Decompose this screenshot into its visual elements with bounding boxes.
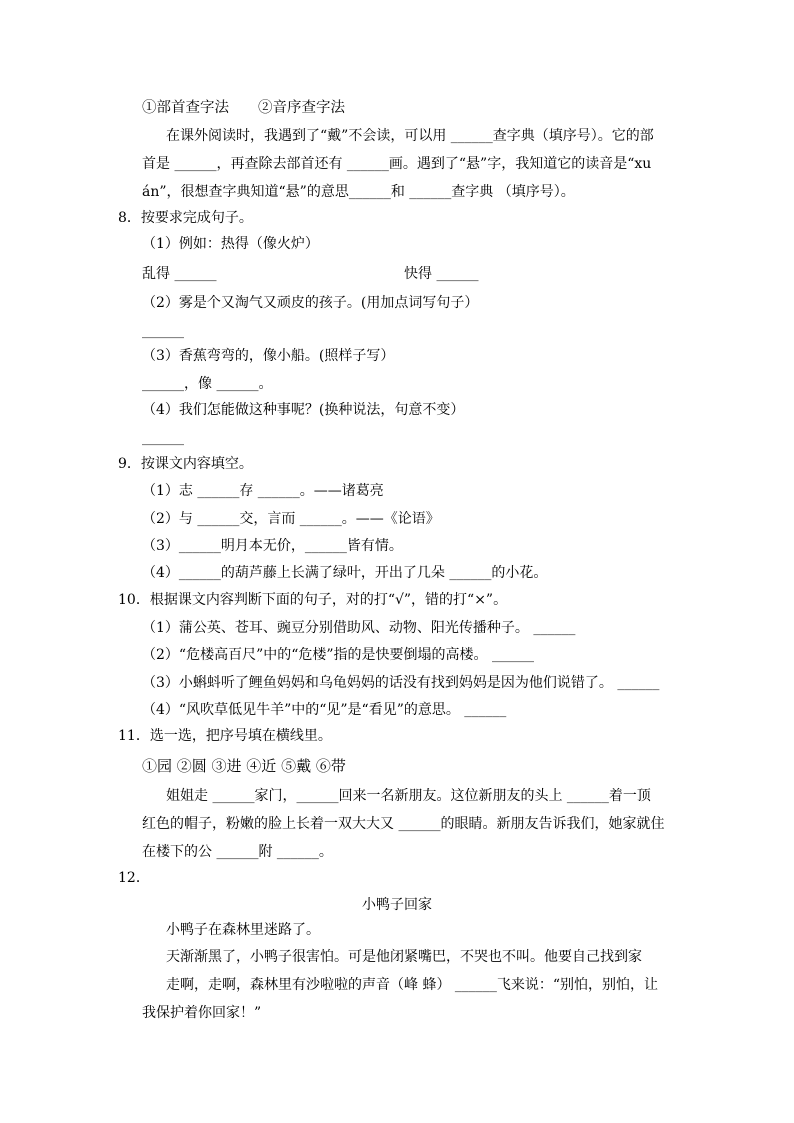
q11-passage-line-2: 红色的帽子，粉嫩的脸上长着一双大大又 ______的眼睛。新朋友告诉我们，她家就住 <box>142 816 665 832</box>
q9-heading: 9．按课文内容填空。 <box>118 456 253 472</box>
q8-sub1-blank-b: 快得 ______ <box>404 266 479 282</box>
q8-sub4-prompt: （4）我们怎能做这种事呢？(换种说法，句意不变） <box>142 402 465 418</box>
q9-sub2: （2）与 ______交，言而 ______。——《论语》 <box>142 511 440 527</box>
q10-sub1: （1）蒲公英、苍耳、豌豆分别借助风、动物、阳光传播种子。 ______ <box>142 620 576 636</box>
q7-paragraph-line-3: án”，很想查字典知道“悬”的意思______和 ______查字典 （填序号）。 <box>142 184 575 200</box>
q7-paragraph-line-2: 首是 ______，再查除去部首还有 ______画。遇到了“悬”字，我知道它的读音是“xu <box>142 156 652 172</box>
q10-heading: 10．根据课文内容判断下面的句子，对的打“√”，错的打“×”。 <box>118 592 508 608</box>
q11-passage-line-3: 在楼下的公 ______附 ______。 <box>142 844 333 860</box>
q8-sub4-answer: ______ <box>142 430 184 446</box>
story-line-2: 天渐渐黑了，小鸭子很害怕。可是他闭紧嘴巴，不哭也不叫。他要自己找到家 <box>166 949 642 965</box>
q12-number: 12． <box>118 870 150 886</box>
q9-sub3: （3）______明月本无价，______皆有情。 <box>142 538 403 554</box>
q11-heading: 11．选一选，把序号填在横线里。 <box>118 728 332 744</box>
q10-sub2: （2）“危楼高百尺”中的“危楼”指的是快要倒塌的高楼。 ______ <box>142 647 534 663</box>
q11-options: ①园 ②圆 ③进 ④近 ⑤戴 ⑥带 <box>142 757 346 775</box>
q9-sub1: （1）志 ______存 ______。——诸葛亮 <box>142 483 384 499</box>
q11-passage-line-1: 姐姐走 ______家门，______回来一名新朋友。这位新朋友的头上 ______着一顶 <box>166 788 651 804</box>
q10-sub4: （4）“风吹草低见牛羊”中的“见”是“看见”的意思。 ______ <box>142 702 507 718</box>
q8-heading: 8．按要求完成句子。 <box>118 210 253 226</box>
q8-sub1-blank-a: 乱得 ______ <box>142 266 217 282</box>
story-line-1: 小鸭子在森林里迷路了。 <box>166 922 320 938</box>
story-line-3: 走啊，走啊，森林里有沙啦啦的声音（峰 蜂） ______飞来说：“别怕，别怕，让 <box>166 977 659 993</box>
q8-sub2-answer: ______ <box>142 323 184 339</box>
story-line-4: 我保护着你回家！” <box>142 1005 262 1021</box>
q8-sub1-example: （1）例如：热得（像火炉） <box>142 236 319 252</box>
q8-sub3-answer: ______，像 ______。 <box>142 376 273 392</box>
q10-sub3: （3）小蝌蚪听了鲤鱼妈妈和乌龟妈妈的话没有找到妈妈是因为他们说错了。 ______ <box>142 675 660 691</box>
q9-sub4: （4）______的葫芦藤上长满了绿叶，开出了几朵 ______的小花。 <box>142 565 548 581</box>
q8-sub3-prompt: （3）香蕉弯弯的，像小船。(照样子写） <box>142 348 395 364</box>
lookup-method-options: ①部首查字法 ②音序查字法 <box>142 100 345 116</box>
q7-paragraph-line-1: 在课外阅读时，我遇到了“戴”不会读，可以用 ______查字典（填序号）。它的部 <box>166 128 654 144</box>
q8-sub2-prompt: （2）雾是个又淘气又顽皮的孩子。(用加点词写句子） <box>142 295 479 311</box>
story-title: 小鸭子回家 <box>362 897 432 913</box>
